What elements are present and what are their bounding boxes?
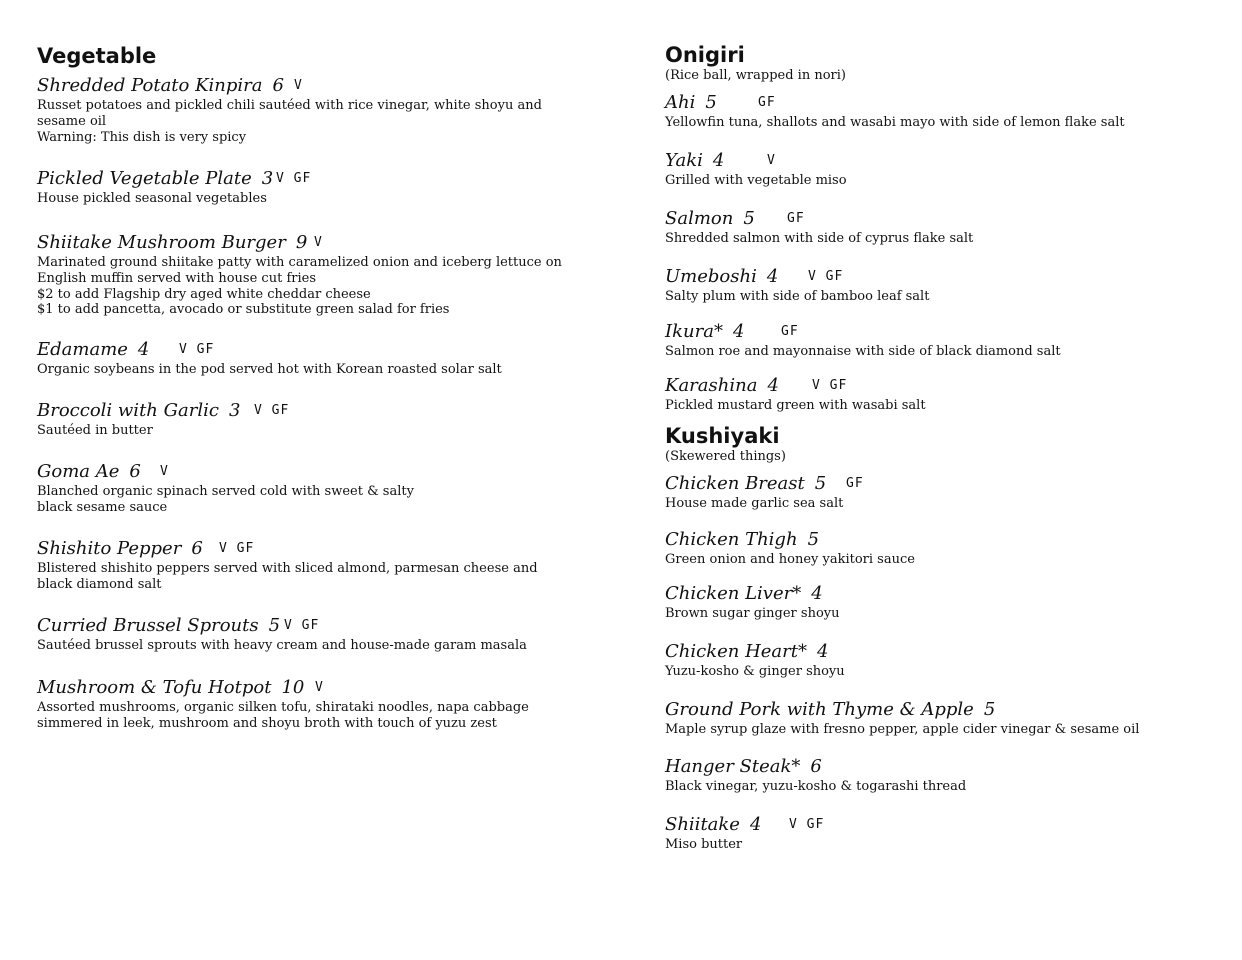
description-line: Assorted mushrooms, organic silken tofu, shirataki noodles, napa cabbage [37,700,529,715]
item-name: Ikura* [665,321,723,342]
description-line: sesame oil [37,113,107,129]
item-price: 5 [268,615,281,636]
dietary-tags: V GF [219,541,255,556]
menu-item [37,676,597,732]
description-line: Marinated ground shiitake patty with caramelized onion and iceberg lettuce on [37,255,562,270]
description-line: House made garlic sea salt [665,496,844,511]
menu-item [665,755,1225,795]
item-description [37,98,597,145]
item-description [665,344,1225,360]
description-line: black diamond salt [37,576,162,592]
description-line: Salmon roe and mayonnaise with side of black diamond salt [665,344,1061,359]
item-price: 4 [749,814,762,835]
menu-item [665,472,1225,512]
description-line: simmered in leek, mushroom and shoyu broth with touch of yuzu zest [37,715,497,731]
description-line: $2 to add Flagship dry aged white cheddar cheese [37,286,371,302]
dietary-tags: GF [787,211,805,226]
item-price: 6 [272,75,284,96]
item-name: Mushroom & Tofu Hotpot [37,677,272,698]
menu-item [665,265,1225,305]
menu-item [665,91,1225,131]
description-line: Brown sugar ginger shoyu [665,606,840,621]
item-name: Umeboshi [665,266,757,287]
item-price: 5 [743,208,755,229]
dietary-tags: V [294,78,303,93]
item-description [37,423,597,439]
item-name: Yaki [665,150,703,171]
description-line: $1 to add pancetta, avocado or substitute green salad for fries [37,302,450,318]
menu-item [665,207,1225,247]
description-line: Russet potatoes and pickled chili sautéed with rice vinegar, white shoyu and [37,98,542,113]
item-description [37,561,597,593]
item-price: 4 [732,321,745,342]
item-price: 6 [129,461,141,482]
item-price: 5 [983,699,996,720]
description-line: Salty plum with side of bamboo leaf salt [665,289,930,304]
item-name: Chicken Liver* [665,583,802,604]
description-line: Shredded salmon with side of cyprus flake salt [665,231,974,246]
menu-item [37,399,597,439]
section-note-kushiyaki: (Skewered things) [665,449,786,464]
menu-item [37,74,597,145]
item-price: 4 [811,583,823,604]
description-line: Sautéed in butter [37,423,153,438]
item-price: 6 [810,756,822,777]
item-price: 4 [712,150,725,171]
menu-item [37,167,597,207]
section-title-onigiri: Onigiri [665,43,745,67]
dietary-tags: V GF [254,403,290,418]
item-price: 3 [261,168,274,189]
menu-item [37,614,597,654]
dietary-tags: V GF [789,817,825,832]
item-name: Shiitake [665,814,740,835]
item-description [665,664,1225,680]
description-line: Maple syrup glaze with fresno pepper, apple cider vinegar & sesame oil [665,722,1140,737]
dietary-tags: V GF [276,171,312,186]
item-name: Karashina [665,375,758,396]
item-name: Chicken Breast [665,473,805,494]
item-description [665,779,1225,795]
item-description [37,700,597,732]
item-price: 4 [767,375,779,396]
menu-item [665,640,1225,680]
item-name: Pickled Vegetable Plate [37,168,252,189]
item-name: Ahi [665,92,696,113]
item-description [665,606,1225,622]
item-name: Salmon [665,208,734,229]
menu-item [665,582,1225,622]
menu-item [665,698,1225,738]
item-name: Chicken Thigh [665,529,798,550]
menu-item [665,813,1225,853]
item-name: Hanger Steak* [665,756,801,777]
item-description [37,638,597,654]
description-line: House pickled seasonal vegetables [37,191,267,206]
menu-item [37,537,597,593]
section-title-kushiyaki: Kushiyaki [665,424,780,448]
dietary-tags: GF [758,95,776,110]
menu-item [665,528,1225,568]
description-line: Yuzu-kosho & ginger shoyu [665,664,845,679]
menu-item [37,338,597,378]
item-price: 5 [814,473,827,494]
menu-item [37,460,597,516]
item-description [665,173,1225,189]
item-name: Broccoli with Garlic [37,400,219,421]
item-description [665,289,1225,305]
description-line: Blistered shishito peppers served with sliced almond, parmesan cheese and [37,561,538,576]
item-description [665,552,1225,568]
item-name: Curried Brussel Sprouts [37,615,259,636]
dietary-tags: GF [846,476,864,491]
item-description [665,231,1225,247]
menu-item [665,320,1225,360]
dietary-tags: GF [781,324,799,339]
description-line: Yellowfin tuna, shallots and wasabi mayo with side of lemon flake salt [665,115,1125,130]
item-description [665,496,1225,512]
item-name: Shiitake Mushroom Burger [37,232,286,253]
item-name: Ground Pork with Thyme & Apple [665,699,974,720]
dietary-tags: V GF [808,269,844,284]
menu-item [665,149,1225,189]
item-price: 4 [817,641,829,662]
item-name: Shredded Potato Kinpira [37,75,263,96]
item-price: 3 [228,400,241,421]
section-title-vegetable: Vegetable [37,44,157,68]
description-line: Warning: This dish is very spicy [37,129,247,145]
menu-item [665,374,1225,414]
description-line: Black vinegar, yuzu-kosho & togarashi thread [665,779,967,794]
description-line: Blanched organic spinach served cold with sweet & salty [37,484,414,499]
item-description [665,398,1225,414]
item-description [665,722,1225,738]
dietary-tags: V GF [179,342,215,357]
description-line: Organic soybeans in the pod served hot with Korean roasted solar salt [37,362,502,377]
description-line: Pickled mustard green with wasabi salt [665,398,926,413]
menu-item [37,231,597,318]
description-line: English muffin served with house cut fries [37,270,316,286]
section-note-onigiri: (Rice ball, wrapped in nori) [665,68,846,83]
item-name: Edamame [37,339,128,360]
dietary-tags: V GF [284,618,320,633]
item-name: Chicken Heart* [665,641,807,662]
dietary-tags: V [315,680,324,695]
item-description [37,255,597,318]
item-name: Goma Ae [37,461,120,482]
dietary-tags: V GF [812,378,848,393]
item-description [37,362,597,378]
dietary-tags: V [314,235,323,250]
description-line: Miso butter [665,837,743,852]
description-line: Sautéed brussel sprouts with heavy cream and house-made garam masala [37,638,527,653]
item-price: 4 [766,266,779,287]
item-price: 10 [281,677,305,698]
item-description [37,484,597,516]
item-description [665,115,1225,131]
item-price: 5 [807,529,820,550]
item-price: 5 [705,92,717,113]
item-price: 9 [295,232,308,253]
item-name: Shishito Pepper [37,538,182,559]
dietary-tags: V [767,153,776,168]
description-line: black sesame sauce [37,499,168,515]
dietary-tags: V [160,464,169,479]
item-price: 4 [137,339,150,360]
item-description [37,191,597,207]
description-line: Green onion and honey yakitori sauce [665,552,915,567]
item-price: 6 [191,538,203,559]
description-line: Grilled with vegetable miso [665,173,847,188]
item-description [665,837,1225,853]
